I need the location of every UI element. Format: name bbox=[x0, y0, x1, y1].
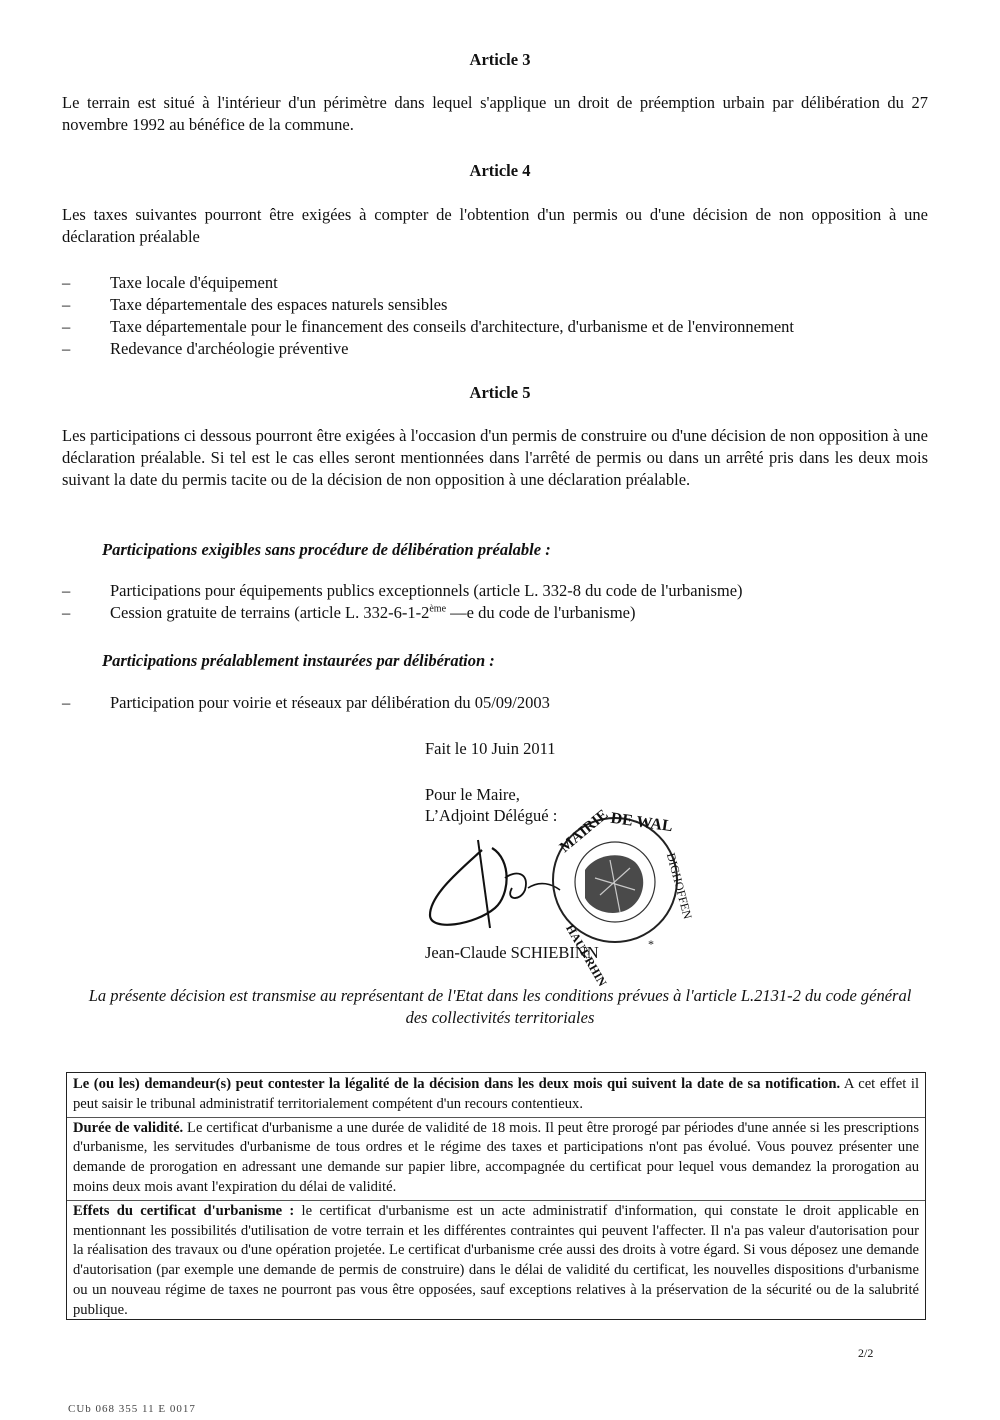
list-item: – Participation pour voirie et réseaux par délibération du 05/09/2003 bbox=[62, 693, 550, 712]
svg-text:*: * bbox=[648, 937, 654, 951]
deputy-role-line: L’Adjoint Délégué : bbox=[425, 806, 558, 825]
dash-marker: – bbox=[62, 317, 71, 336]
list-item: – Taxe locale d'équipement bbox=[62, 273, 278, 292]
transmission-note: La présente décision est transmise au représentant de l'Etat dans les conditions prévues à l'article L.2131-2 du code général des collectivités territoriales bbox=[88, 986, 912, 1027]
list-item: – Redevance d'archéologie préventive bbox=[62, 339, 349, 358]
article-4-intro: Les taxes suivantes pourront être exigées à compter de l'obtention d'un permis ou d'une décision de non opposition à une déclaration préalable bbox=[62, 205, 928, 246]
article-4-heading: Article 4 bbox=[469, 161, 531, 180]
svg-text:MAIRIE: MAIRIE bbox=[556, 806, 612, 856]
dash-marker: – bbox=[62, 339, 71, 358]
effects-paragraph: Effets du certificat d'urbanisme : le certificat d'urbanisme est un acte administratif d'information, qui constate le droit applicable en mentionnant les possibilités d'utilisation de votre terrain et les différentes contraintes qui peuvent l'affecter. Il n'a pas valeur d'autorisation pour la réalisation des travaux ou d'une opération projetée. Le certificat d'urbanisme crée aussi des droits à votre égard. Si vous déposez une demande d'autorisation (par exemple une demande de permis de construire) dans le délai de validité du certificat, les nouvelles dispositions d'urbanisme ou un nouveau régime de taxes ne pourront pas vous être opposées, sauf exceptions relatives à la préservation de la sécurité ou de la salubrité publique. bbox=[73, 1202, 919, 1318]
list-item: – Taxe départementale des espaces naturels sensibles bbox=[62, 295, 448, 314]
for-mayor-line: Pour le Maire, bbox=[425, 785, 520, 804]
article-3-text: Le terrain est situé à l'intérieur d'un périmètre dans lequel s'applique un droit de préemption urbain par délibération du 27 novembre 1992 au bénéfice de la commune. bbox=[62, 93, 928, 134]
article-3-heading: Article 3 bbox=[469, 50, 531, 69]
validity-paragraph: Durée de validité. Le certificat d'urbanisme a une durée de validité de 18 mois. Il peut être prorogé par périodes d'une année si les prescriptions d'urbanisme, les servitudes d'urbanisme de tous ordres et le régime des taxes et participations n'ont pas évolué. Vous pouvez présenter une demande de prorogation en adressant une demande sur papier libre, accompagnée du certificat pour lequel vous demandez la prorogation au moins deux mois avant l'expiration du délai de validité. bbox=[73, 1119, 919, 1195]
dash-marker: – bbox=[62, 581, 71, 600]
svg-text:DE WAL: DE WAL bbox=[609, 809, 674, 836]
svg-text:DIGHOFFEN: DIGHOFFEN bbox=[663, 851, 695, 921]
participations-group-2-title: Participations préalablement instaurées par délibération : bbox=[102, 651, 495, 670]
article-5-heading: Article 5 bbox=[469, 383, 531, 402]
list-item: – Cession gratuite de terrains (article L. 332-6-1-2ème —e du code de l'urbanisme) bbox=[62, 603, 636, 622]
participations-group-1-title: Participations exigibles sans procédure de délibération préalable : bbox=[102, 540, 551, 559]
legal-information-box bbox=[66, 1072, 926, 1320]
taxes-list bbox=[62, 272, 942, 360]
list-item: – Participations pour équipements publics exceptionnels (article L. 332-8 du code de l'urbanisme) bbox=[62, 581, 743, 600]
box-divider bbox=[67, 1200, 925, 1201]
document-reference: CUb 068 355 11 E 0017 bbox=[68, 1403, 196, 1415]
dash-marker: – bbox=[62, 295, 71, 314]
article-5-intro: Les participations ci dessous pourront être exigées à l'occasion d'un permis de construire ou d'une décision de non opposition à une déclaration préalable. Si tel est le cas elles seront mentionnées dans l'arrêté de permis ou dans un arrêté pris dans les deux mois suivant la date du permis tacite ou de la décision de non opposition à une déclaration préalable. bbox=[62, 426, 928, 489]
participations-group-1-list bbox=[62, 580, 942, 624]
dash-marker: – bbox=[62, 693, 71, 712]
date-line: Fait le 10 Juin 2011 bbox=[425, 739, 556, 758]
signatory-name: Jean-Claude SCHIEBINN bbox=[425, 943, 599, 962]
contest-paragraph: Le (ou les) demandeur(s) peut contester la légalité de la décision dans les deux mois qui suivent la date de sa notification. A cet effet il peut saisir le tribunal administratif territorialement compétent d'un recours contentieux. bbox=[73, 1076, 919, 1112]
svg-text:HAUT-RHIN: HAUT-RHIN bbox=[563, 922, 610, 989]
box-divider bbox=[67, 1117, 925, 1118]
dash-marker: – bbox=[62, 273, 71, 292]
dash-marker: – bbox=[62, 603, 71, 622]
participations-group-2-list bbox=[62, 692, 942, 714]
page-number: 2/2 bbox=[858, 1346, 874, 1360]
list-item: – Taxe départementale pour le financement des conseils d'architecture, d'urbanisme et de l'environnement bbox=[62, 317, 794, 336]
